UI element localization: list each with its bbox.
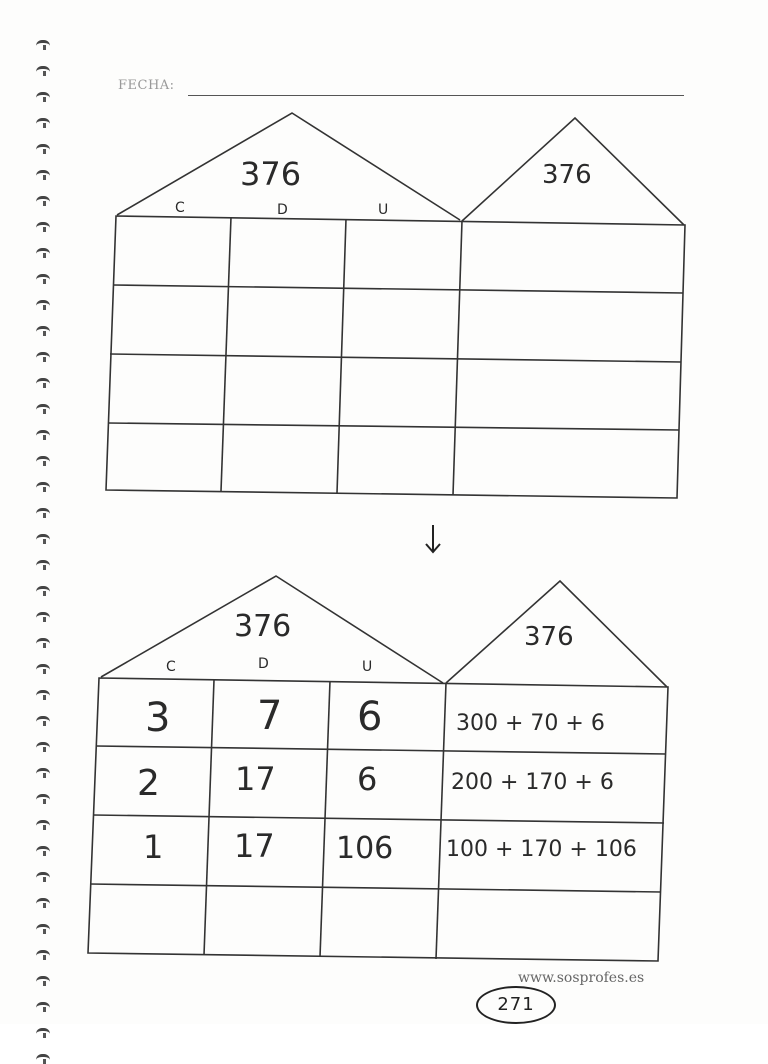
roof-number-top: 376 — [240, 155, 302, 193]
col-label-d-top: D — [277, 202, 288, 218]
side-roof-number-bottom: 376 — [524, 622, 574, 652]
cell-r3-sum: 100 + 170 + 106 — [446, 837, 637, 862]
cell-r2-d: 17 — [235, 760, 276, 798]
cell-r3-u: 106 — [336, 831, 394, 866]
website-footer[interactable]: www.sosprofes.es — [518, 970, 645, 986]
date-label: FECHA: — [118, 78, 175, 93]
cell-r1-u: 6 — [357, 694, 383, 740]
grid-top-border — [106, 216, 685, 498]
house-bottom — [88, 576, 668, 961]
page-number: 271 — [476, 986, 556, 1024]
col-label-u-bottom: U — [362, 659, 373, 675]
cell-r2-u: 6 — [357, 760, 378, 798]
cell-r3-d: 17 — [234, 827, 275, 865]
cell-r3-c: 1 — [143, 828, 164, 866]
cell-r2-sum: 200 + 170 + 6 — [451, 770, 614, 795]
cell-r1-d: 7 — [257, 693, 283, 739]
col-label-c-top: C — [175, 200, 185, 216]
cell-r1-sum: 300 + 70 + 6 — [456, 711, 605, 736]
cell-r1-c: 3 — [145, 695, 171, 741]
side-roof-number-top: 376 — [542, 160, 592, 190]
col-label-c-bottom: C — [166, 659, 176, 675]
arrow-down-icon — [423, 523, 443, 555]
house-top — [106, 113, 685, 498]
cell-r2-c: 2 — [137, 763, 160, 804]
col-label-u-top: U — [378, 202, 389, 218]
house-top-text — [175, 155, 592, 218]
roof-number-bottom: 376 — [234, 609, 292, 644]
col-label-d-bottom: D — [258, 656, 269, 672]
